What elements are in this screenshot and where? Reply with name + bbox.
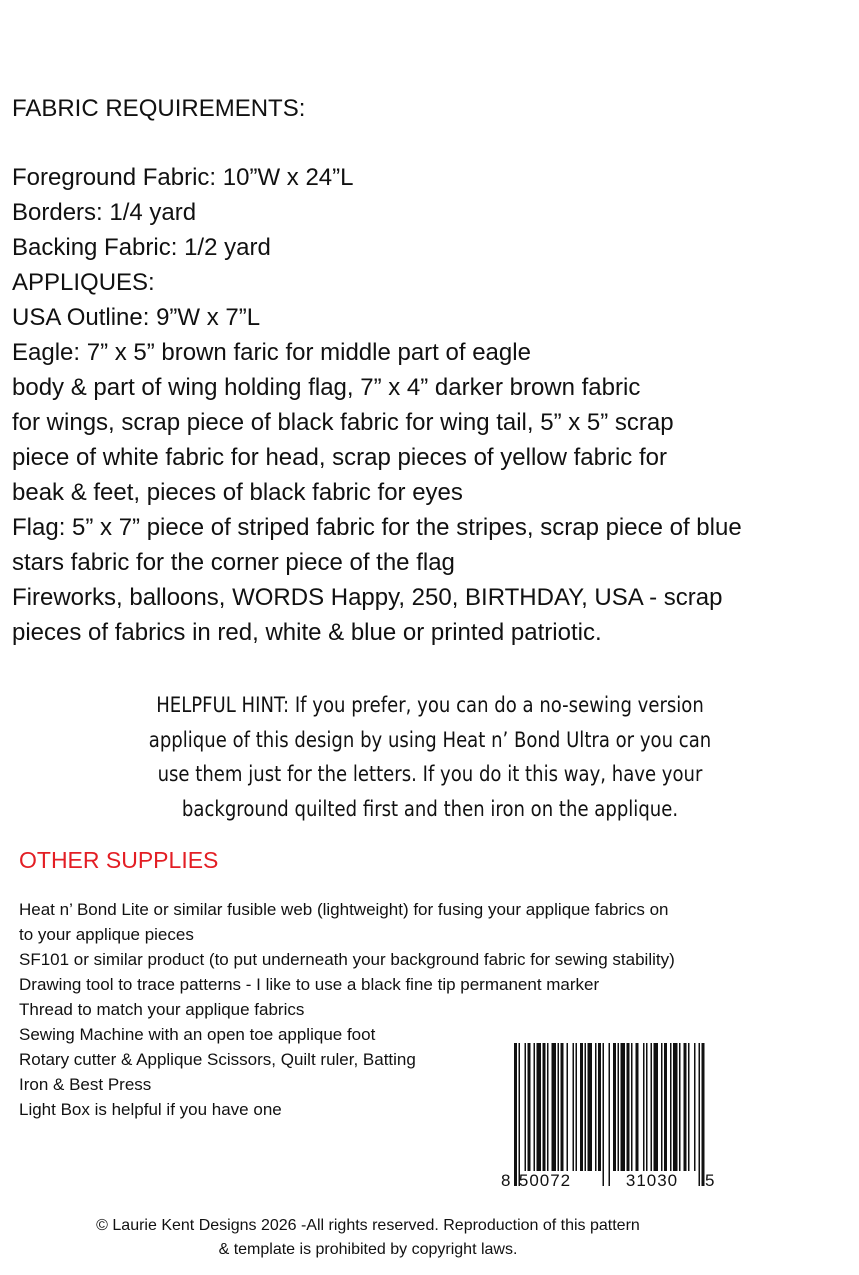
supply-item: Iron & Best Press [19,1075,152,1094]
barcode-bar [651,1043,653,1171]
barcode-bar [567,1043,569,1171]
barcode-bar [519,1043,521,1186]
barcode-bar [528,1043,531,1171]
requirement-line: beak & feet, pieces of black fabric for eyes [12,479,463,506]
barcode-digits-right: 31030 [625,1171,679,1190]
requirement-line: pieces of fabrics in red, white & blue or printed patriotic. [12,619,602,646]
requirement-line: body & part of wing holding flag, 7” x 4” darker brown fabric [12,374,641,401]
barcode-bar [588,1043,593,1171]
requirement-line: APPLIQUES: [12,269,155,296]
barcode-bar [673,1043,678,1171]
barcode-bar [646,1043,648,1171]
barcode [498,1040,720,1190]
supply-item: Light Box is helpful if you have one [19,1100,282,1119]
supply-item: Sewing Machine with an open toe applique foot [19,1025,376,1044]
supply-item: Heat n’ Bond Lite or similar fusible web (lightweight) for fusing your applique fabrics on [19,900,669,919]
barcode-bar [534,1043,536,1171]
hint-line: background quilted first and then iron on the applique. [181,796,679,821]
barcode-bar [702,1043,705,1186]
requirement-line: Flag: 5” x 7” piece of striped fabric for the stripes, scrap piece of blue [12,514,742,541]
barcode-bar [543,1043,546,1171]
barcode-bar [573,1043,575,1171]
copyright-line-2: & template is prohibited by copyright laws. [218,1241,518,1258]
barcode-bar [603,1043,605,1186]
barcode-bar [525,1043,527,1171]
fabric-requirements-list [12,160,852,650]
hint-line: HELPFUL HINT: If you prefer, you can do a no-sewing version [156,693,704,717]
barcode-bar [661,1043,663,1171]
barcode-digits-left: 50072 [518,1171,572,1190]
barcode-bar [537,1043,542,1171]
barcode-bar [613,1043,616,1171]
barcode-bar [643,1043,645,1171]
helpful-hint [112,688,748,826]
requirement-line: Eagle: 7” x 5” brown faric for middle part of eagle [12,339,531,366]
barcode-bar [561,1043,564,1171]
barcode-digit-check: 5 [705,1171,715,1190]
requirement-line: Fireworks, balloons, WORDS Happy, 250, BIRTHDAY, USA - scrap [12,584,723,611]
barcode-bar [627,1043,630,1171]
barcode-bar [598,1043,601,1171]
requirement-line: Foreground Fabric: 10”W x 24”L [12,164,354,191]
supply-item: Rotary cutter & Applique Scissors, Quilt ruler, Batting [19,1050,416,1069]
barcode-bar [580,1043,583,1171]
hint-line: use them just for the letters. If you do it this way, have your [157,762,703,786]
barcode-bar [558,1043,560,1171]
supply-item: Drawing tool to trace patterns - I like to use a black fine tip permanent marker [19,975,600,994]
barcode-digit-lead: 8 [501,1171,511,1190]
fabric-requirements-heading: FABRIC REQUIREMENTS: [12,95,306,122]
requirement-line: Borders: 1/4 yard [12,199,197,226]
barcode-bar [654,1043,659,1171]
requirement-line: Backing Fabric: 1/2 yard [12,234,271,261]
barcode-graphic [498,1040,720,1190]
supply-item: Thread to match your applique fabrics [19,1000,305,1019]
barcode-bar [684,1043,687,1171]
barcode-bar [609,1043,611,1186]
requirement-line: piece of white fabric for head, scrap pieces of yellow fabric for [12,444,667,471]
supply-item: to your applique pieces [19,925,194,944]
barcode-bar [514,1043,517,1186]
supply-item: SF101 or similar product (to put underneath your background fabric for sewing stability) [19,950,675,969]
barcode-bar [631,1043,633,1171]
barcode-bar [621,1043,626,1171]
barcode-bar [694,1043,696,1171]
barcode-bar [679,1043,681,1171]
barcode-bar [699,1043,701,1186]
barcode-bar [585,1043,587,1171]
copyright-line-1: © Laurie Kent Designs 2026 -All rights reserved. Reproduction of this pattern [96,1217,640,1234]
requirement-line: USA Outline: 9”W x 7”L [12,304,261,331]
requirement-line: for wings, scrap piece of black fabric for wing tail, 5” x 5” scrap [12,409,674,436]
barcode-bar [576,1043,578,1171]
barcode-bar [688,1043,690,1171]
requirement-line: stars fabric for the corner piece of the flag [12,549,455,576]
barcode-bar [552,1043,557,1171]
barcode-bar [547,1043,549,1171]
other-supplies-heading: OTHER SUPPLIES [19,847,219,873]
hint-line: applique of this design by using Heat n’ Bond Ultra or you can [148,727,712,752]
barcode-bar [670,1043,672,1171]
barcode-bar [664,1043,667,1171]
barcode-bar [618,1043,620,1171]
copyright-footer [48,1214,688,1262]
barcode-bar [595,1043,597,1171]
barcode-bars [514,1043,705,1186]
barcode-bar [636,1043,639,1171]
